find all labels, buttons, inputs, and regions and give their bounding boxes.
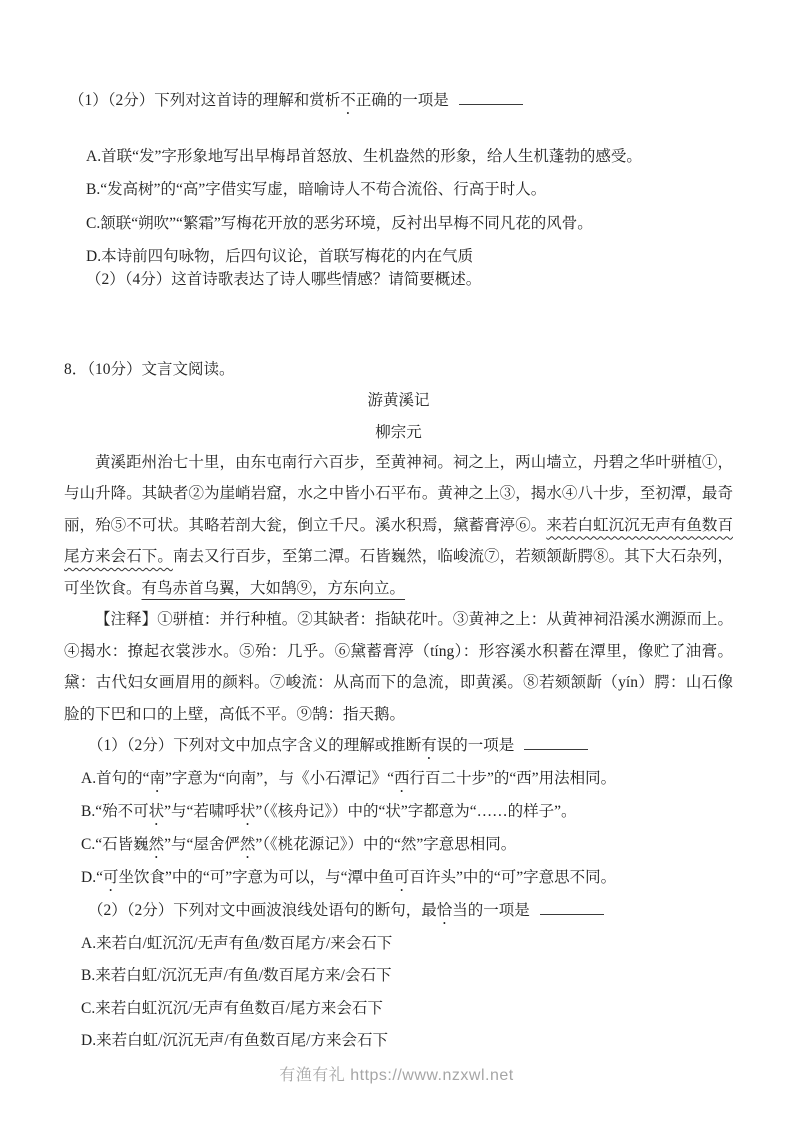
watermark-footer: 有渔有礼 https://www.nzxwl.net	[279, 1067, 514, 1084]
poem-question-2: （2）（4分）这首诗歌表达了诗人哪些情感？请简要概述。	[86, 270, 482, 288]
wavy-underlined-sentence: 来若白虹沉沉无声有鱼数百尾方来会石下。	[64, 516, 733, 566]
section-8-heading: 8．（10分）文言文阅读。	[64, 360, 235, 378]
essay-question-2-stem	[88, 897, 733, 928]
essay-q1-option-c: C.“石皆巍然”与“屋舍俨然”（《桃花源记》）中的“然”字意思相同。	[81, 836, 517, 854]
essay-question-1-options	[81, 763, 733, 895]
poem-question-1-text: （1）（2分）下列对这首诗的理解和赏析不正确的一项是	[69, 92, 449, 109]
paragraph-segment-2: 南去又行百步，至第二潭。石皆巍然，临峻流⑦，若颏颔龂腭⑧。其下大石杂列，可坐饮食。	[64, 548, 733, 597]
essay-title: 游黄溪记	[367, 391, 430, 409]
essay-q1-option-d: D.“可坐饮食”中的“可”字意为可以，与“潭中鱼可百许头”中的“可”字意思不同。	[81, 869, 617, 887]
essay-question-2-answer-blank	[540, 901, 604, 915]
essay-question-1-stem	[88, 732, 733, 763]
poem-question-1-stem	[69, 90, 733, 118]
essay-paragraph	[64, 447, 733, 605]
essay-q1-option-a: A.首句的“南”字意为“向南”，与《小石潭记》“西行百二十步”的“西”用法相同。	[81, 770, 617, 788]
underlined-sentence: 有鸟赤首乌翼，大如鹄⑨，方东向立。	[141, 579, 406, 597]
essay-question-1-answer-blank	[524, 736, 588, 750]
essay-q2-option-d: D.来若白虹/沉沉无声/有鱼数百尾/方来会石下	[81, 1032, 388, 1050]
essay-question-2-options	[81, 928, 733, 1057]
essay-notes: 【注释】①骈植：并行种植。②其缺者：指缺花叶。③黄神之上：从黄神祠沿溪水溯源而上。④揭水：撩起衣裳涉水。⑤殆：几乎。⑥黛蓄膏渟（tíng）：形容溪水积蓄在潭里，像贮了油膏。黛：古代妇女画眉用的颜料。⑦峻流：从高而下的急流，即黄溪。⑧若颏颔龂（yín）腭：山石像脸的下巴和口的上壁，高低不平。⑨鹄：指天鹅。	[64, 611, 733, 723]
poem-option-d: D.本诗前四句咏物，后四句议论，首联写梅花的内在气质	[86, 248, 474, 266]
essay-q2-option-b: B.来若白虹/沉沉无声/有鱼/数百尾方来/会石下	[81, 967, 392, 985]
paragraph-segment-1: 黄溪距州治七十里，由东屯南行六百步，至黄神祠。祠之上，两山墙立，丹碧之华叶骈植①，与山升降。其缺者②为崖峭岩窟，水之中皆小石平布。黄神之上③，揭水④八十步，至初潭，最奇丽，殆⑤不可状。其略若剖大瓮，倒立千尺。溪水积焉，黛蓄膏渟⑥。	[64, 453, 733, 534]
essay-q2-option-a: A.来若白/虹沉沉/无声有鱼/数百尾方/来会石下	[81, 935, 393, 953]
poem-option-a: A.首联“发”字形象地写出早梅昂首怒放、生机盎然的形象，给人生机蓬勃的感受。	[86, 148, 642, 165]
poem-question-1-options	[86, 140, 733, 274]
poem-option-b: B.“发高树”的“高”字借实写虚，暗喻诗人不苟合流俗、行高于时人。	[86, 181, 547, 199]
essay-question-1-text: （1）（2分）下列对文中加点字含义的理解或推断有误的一项是	[88, 737, 515, 755]
poem-option-c: C.颔联“朔吹”“繁霜”写梅花开放的恶劣环境，反衬出早梅不同凡花的风骨。	[86, 214, 593, 232]
essay-q2-option-c: C.来若白虹沉沉/无声有鱼数百/尾方来会石下	[81, 999, 383, 1017]
essay-question-2-text: （2）（2分）下列对文中画波浪线处语句的断句，最恰当的一项是	[88, 902, 530, 920]
essay-author: 柳宗元	[375, 423, 422, 441]
poem-question-1-answer-blank	[459, 91, 523, 105]
essay-q1-option-b: B.“殆不可状”与“若啸呼状”（《核舟记》）中的“状”字都意为“……的样子”。	[81, 803, 577, 821]
